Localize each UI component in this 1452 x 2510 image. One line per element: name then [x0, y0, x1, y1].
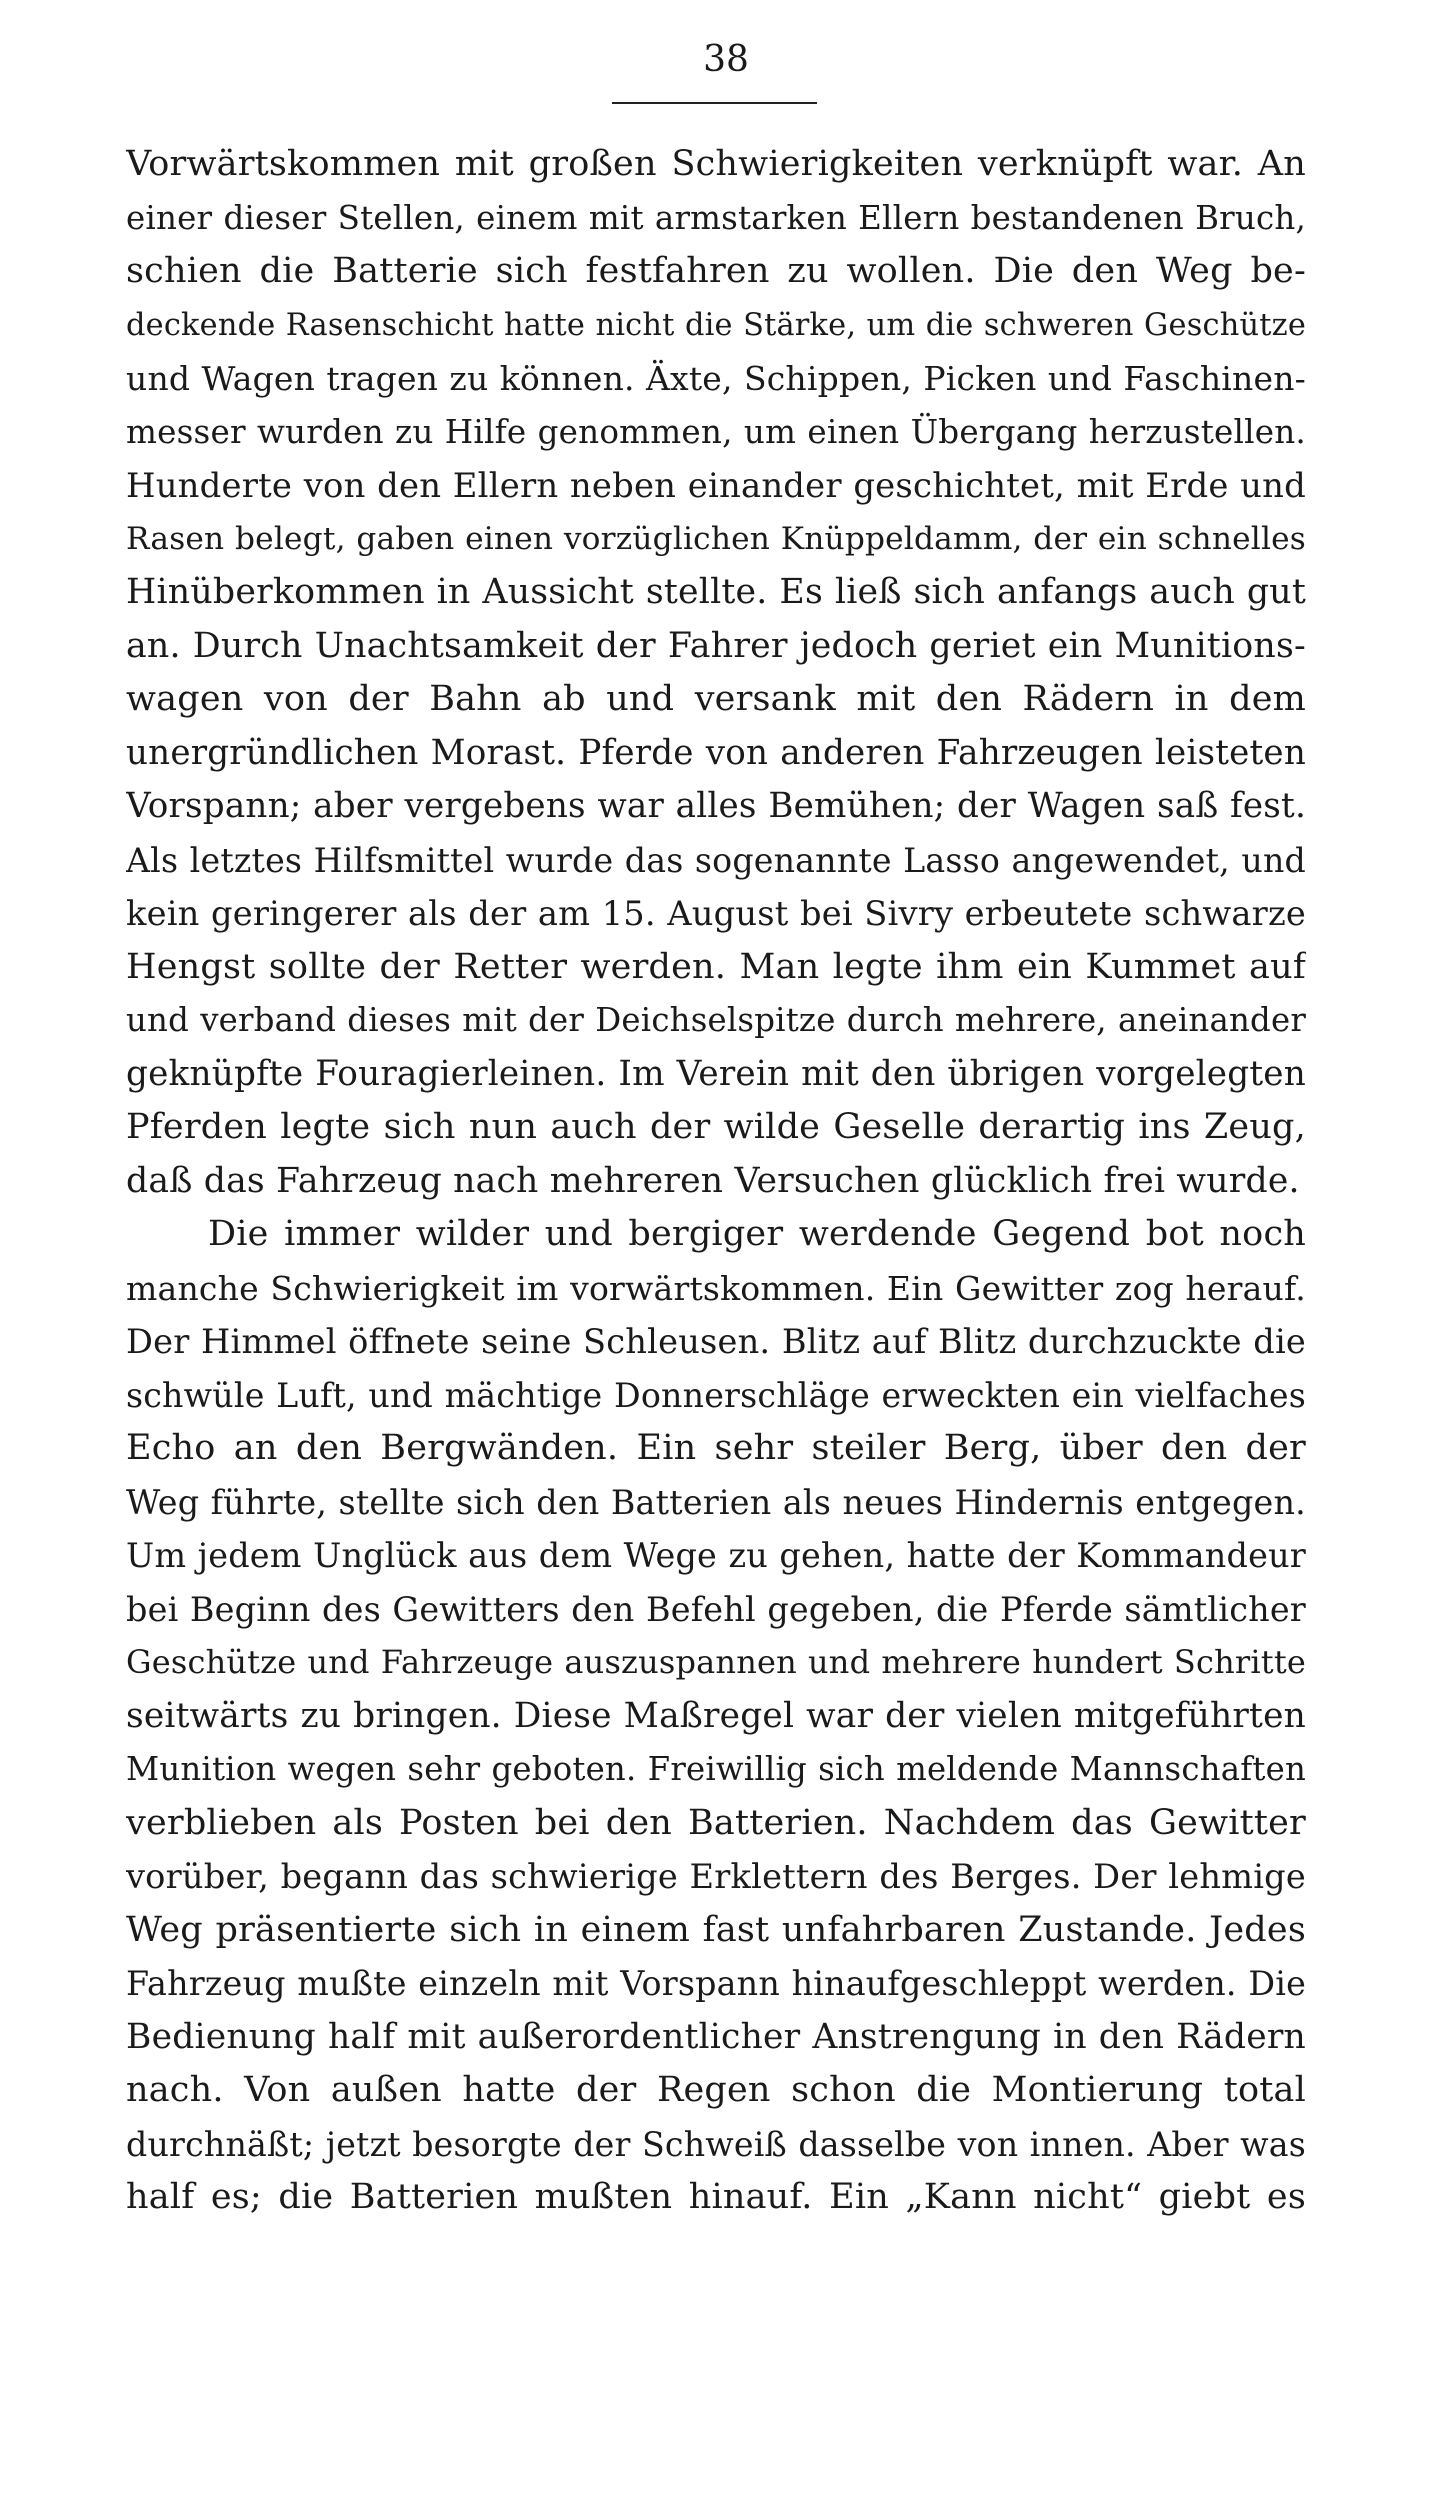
text-line: Pferden legte sich nun auch der wilde Geselle derartig ins Zeug,	[126, 1107, 1306, 1147]
text-line: Hunderte von den Ellern neben einander geschichtet, mit Erde und	[126, 466, 1306, 505]
text-line: manche Schwierigkeit im vorwärtskommen. Ein Gewitter zog herauf.	[126, 1268, 1306, 1308]
text-line: und Wagen tragen zu können. Äxte, Schippen, Picken und Faschinen-	[126, 359, 1306, 398]
text-line: wagen von der Bahn ab und versank mit den Rädern in dem	[126, 679, 1306, 719]
text-line: daß das Fahrzeug nach mehreren Versuchen glücklich frei wurde.	[126, 1160, 1300, 1201]
body-text	[126, 138, 1306, 2225]
text-line: bei Beginn des Gewitters den Befehl gegeben, die Pferde sämtlicher	[126, 1589, 1306, 1629]
text-line: seitwärts zu bringen. Diese Maßregel war der vielen mitgeführten	[126, 1695, 1306, 1736]
text-line: Rasen belegt, gaben einen vorzüglichen Knüppeldamm, der ein schnelles	[126, 520, 1306, 557]
text-line: verblieben als Posten bei den Batterien. Nachdem das Gewitter	[126, 1802, 1306, 1843]
header-rule	[612, 102, 817, 104]
text-line: Geschütze und Fahrzeuge auszuspannen und mehrere hundert Schritte	[126, 1643, 1306, 1681]
text-line: und verband dieses mit der Deichselspitze durch mehrere, aneinander	[126, 1001, 1306, 1039]
text-line: durchnäßt; jetzt besorgte der Schweiß dasselbe von innen. Aber was	[126, 2124, 1306, 2164]
text-line: geknüpfte Fouragierleinen. Im Verein mit den übrigen vorgelegten	[126, 1053, 1306, 1094]
text-line: Hengst sollte der Retter werden. Man legte ihm ein Kummet auf	[126, 946, 1306, 987]
text-line: Weg führte, stellte sich den Batterien als neues Hindernis entgegen.	[126, 1482, 1306, 1522]
text-line: Bedienung half mit außerordentlicher Anstrengung in den Rädern	[126, 2016, 1306, 2057]
paragraph-1	[126, 138, 1306, 1208]
text-line: deckende Rasenschicht hatte nicht die Stärke, um die schweren Geschütze	[126, 307, 1306, 343]
text-line: unergründlichen Morast. Pferde von anderen Fahrzeugen leisteten	[126, 732, 1306, 773]
text-line: Vorwärtskommen mit großen Schwierigkeiten verknüpft war. An	[126, 144, 1306, 184]
text-line: Munition wegen sehr geboten. Freiwillig sich meldende Mannschaften	[126, 1750, 1306, 1788]
text-line: half es; die Batterien mußten hinauf. Ein „Kann nicht“ giebt es	[126, 2177, 1306, 2217]
text-line: einer dieser Stellen, einem mit armstarken Ellern bestandenen Bruch,	[126, 198, 1306, 237]
text-line: kein geringerer als der am 15. August bei Sivry erbeutete schwarze	[126, 894, 1306, 933]
text-line: Vorspann; aber vergebens war alles Bemühen; der Wagen saß fest.	[126, 786, 1306, 826]
page-number: 38	[703, 39, 749, 80]
text-line: Als letztes Hilfsmittel wurde das sogenannte Lasso angewendet, und	[126, 840, 1306, 880]
text-line: vorüber, begann das schwierige Erklettern des Berges. Der lehmige	[126, 1857, 1306, 1896]
text-line: an. Durch Unachtsamkeit der Fahrer jedoch geriet ein Munitions-	[126, 625, 1306, 666]
text-line: Die immer wilder und bergiger werdende Gegend bot noch	[208, 1214, 1306, 1254]
text-line: messer wurden zu Hilfe genommen, um einen Übergang herzustellen.	[126, 412, 1306, 451]
paragraph-2	[126, 1208, 1306, 2225]
text-line: nach. Von außen hatte der Regen schon die Montierung total	[126, 2070, 1306, 2110]
text-line: schwüle Luft, und mächtige Donnerschläge erweckten ein vielfaches	[126, 1375, 1306, 1415]
text-line: Der Himmel öffnete seine Schleusen. Blitz auf Blitz durchzuckte die	[126, 1322, 1306, 1361]
text-line: Echo an den Bergwänden. Ein sehr steiler Berg, über den der	[126, 1428, 1306, 1468]
text-line: Um jedem Unglück aus dem Wege zu gehen, hatte der Kommandeur	[126, 1536, 1306, 1575]
text-line: Hinüberkommen in Aussicht stellte. Es ließ sich anfangs auch gut	[126, 572, 1306, 612]
text-line: Fahrzeug mußte einzeln mit Vorspann hinaufgeschleppt werden. Die	[126, 1964, 1306, 2003]
text-line: Weg präsentierte sich in einem fast unfahrbaren Zustande. Jedes	[126, 1909, 1306, 1950]
text-line: schien die Batterie sich festfahren zu wollen. Die den Weg be-	[126, 251, 1306, 291]
